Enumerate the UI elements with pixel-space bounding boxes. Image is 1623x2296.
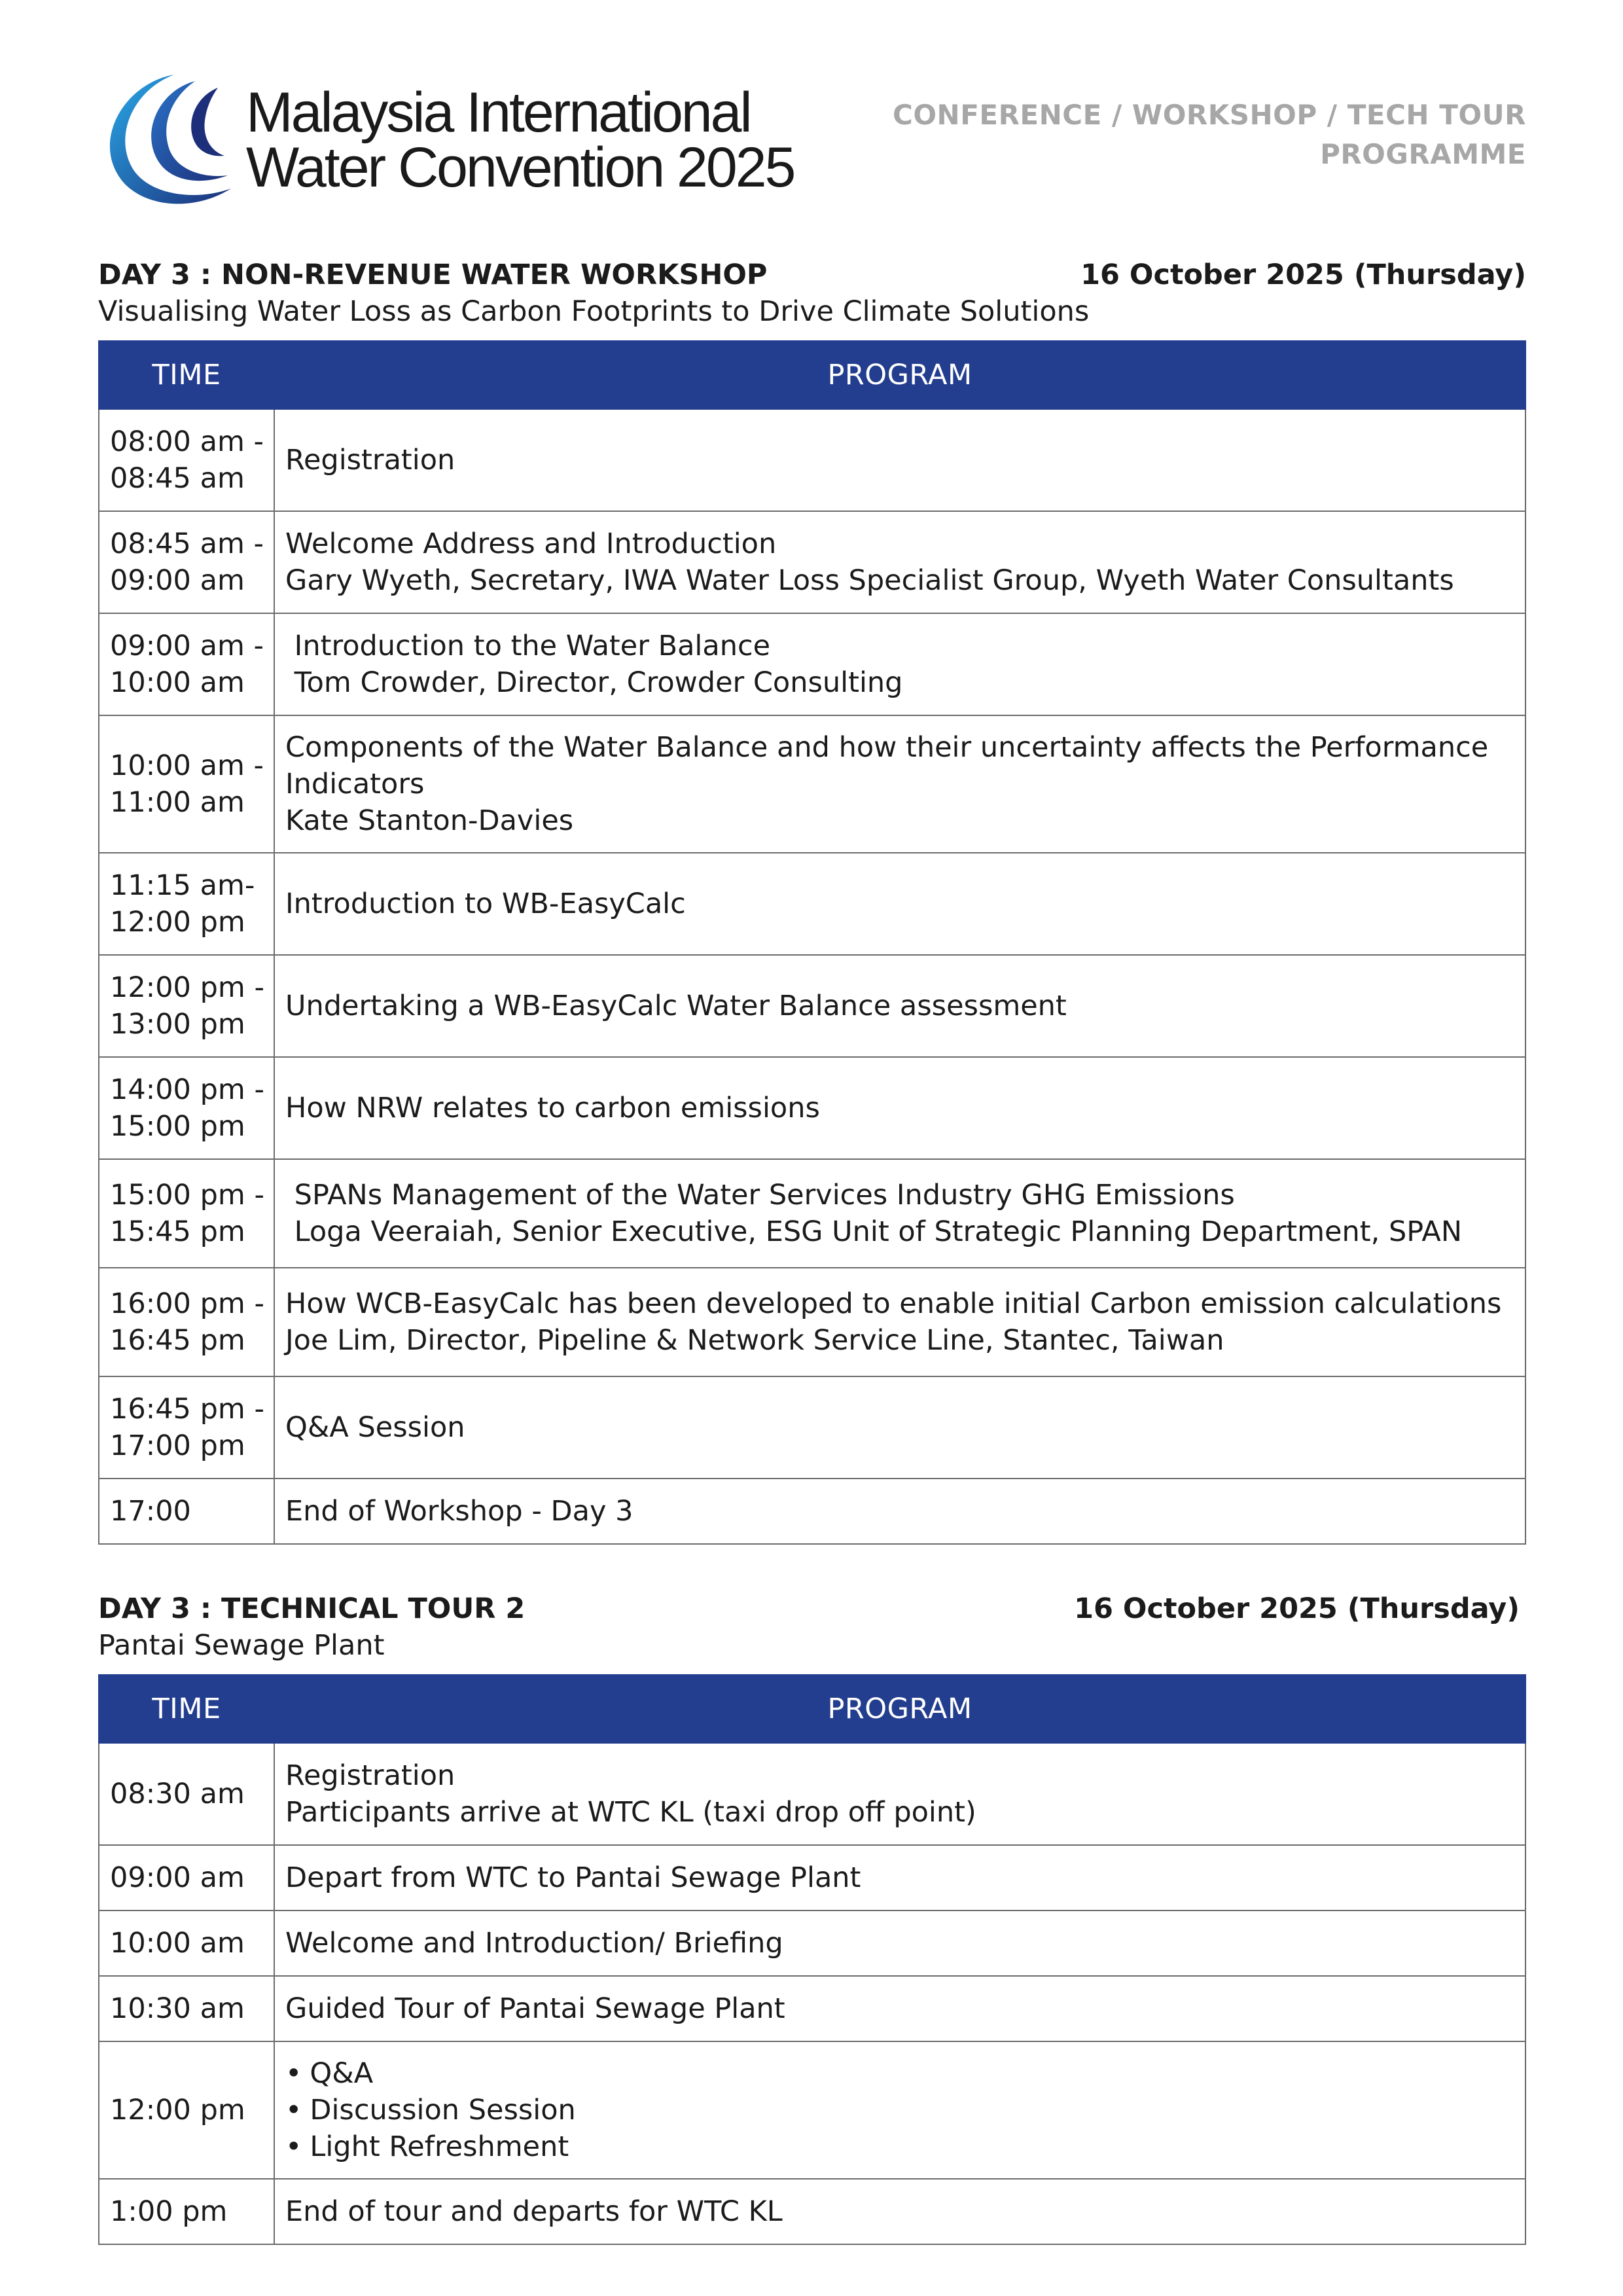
program-cell <box>274 1910 1525 1976</box>
program-cell <box>274 409 1525 511</box>
program-cell <box>274 2179 1525 2244</box>
tour-section-header <box>98 1590 1526 1664</box>
tour-subtitle: Pantai Sewage Plant <box>98 1629 385 1662</box>
program-line: Registration <box>285 444 455 476</box>
time-line: 17:00 pm <box>110 1429 245 1462</box>
program-line: Indicators <box>285 768 425 800</box>
time-column-header: TIME <box>99 341 274 409</box>
program-bullet-item: • Q&A <box>285 2055 1516 2092</box>
time-line: 12:00 pm <box>110 2094 245 2126</box>
program-cell <box>274 853 1525 955</box>
program-line: Introduction to the Water Balance <box>285 630 771 662</box>
program-cell <box>274 1376 1525 1479</box>
table-row <box>99 853 1525 955</box>
time-line: 09:00 am <box>110 1861 245 1894</box>
time-cell <box>99 1845 274 1910</box>
convention-name <box>246 81 794 199</box>
program-line: Welcome and Introduction/ Briefing <box>285 1927 783 1960</box>
table-row <box>99 2041 1525 2179</box>
time-cell <box>99 955 274 1057</box>
table-row <box>99 1479 1525 1544</box>
time-line: 11:00 am <box>110 786 245 819</box>
time-line: 1:00 pm <box>110 2195 228 2228</box>
tour-date: 16 October 2025 (Thursday) <box>1074 1592 1520 1625</box>
program-line: Tom Crowder, Director, Crowder Consulting <box>285 666 903 699</box>
time-cell <box>99 1376 274 1479</box>
time-line: 12:00 pm <box>110 906 245 939</box>
program-line: SPANs Management of the Water Services Industry GHG Emissions <box>285 1179 1235 1211</box>
time-cell <box>99 2179 274 2244</box>
time-line: 14:00 pm - <box>110 1073 264 1106</box>
program-line: Guided Tour of Pantai Sewage Plant <box>285 1992 785 2025</box>
time-line: 15:00 pm - <box>110 1179 264 1211</box>
program-line: Kate Stanton-Davies <box>285 804 574 837</box>
time-line: 17:00 <box>110 1495 191 1528</box>
logo-line-2: Water Convention 2025 <box>246 136 794 199</box>
program-cell <box>274 511 1525 613</box>
time-line: 15:45 pm <box>110 1215 245 1248</box>
header-right-line-1: CONFERENCE / WORKSHOP / TECH TOUR <box>893 99 1526 131</box>
program-line: End of Workshop - Day 3 <box>285 1495 633 1528</box>
program-line: Joe Lim, Director, Pipeline & Network Service Line, Stantec, Taiwan <box>285 1324 1224 1357</box>
table-row <box>99 2179 1525 2244</box>
time-cell <box>99 715 274 853</box>
table-header-row <box>99 1675 1525 1743</box>
time-line: 16:45 pm - <box>110 1393 264 1426</box>
program-line: End of tour and departs for WTC KL <box>285 2195 783 2228</box>
time-line: 13:00 pm <box>110 1008 245 1041</box>
table-row <box>99 1845 1525 1910</box>
time-column-header: TIME <box>99 1675 274 1743</box>
program-cell <box>274 955 1525 1057</box>
program-line: Undertaking a WB-EasyCalc Water Balance assessment <box>285 990 1067 1022</box>
table-row <box>99 1159 1525 1268</box>
program-line: How WCB-EasyCalc has been developed to enable initial Carbon emission calculations <box>285 1287 1502 1320</box>
table-row <box>99 409 1525 511</box>
program-bullet-item: • Discussion Session <box>285 2092 1516 2128</box>
convention-logo <box>97 71 843 208</box>
program-line: Gary Wyeth, Secretary, IWA Water Loss Specialist Group, Wyeth Water Consultants <box>285 564 1454 597</box>
program-column-header: PROGRAM <box>274 341 1525 409</box>
program-cell <box>274 1268 1525 1376</box>
time-cell <box>99 853 274 955</box>
time-line: 10:00 am <box>110 1927 245 1960</box>
program-column-header: PROGRAM <box>274 1675 1525 1743</box>
program-cell <box>274 2041 1525 2179</box>
table-row <box>99 613 1525 715</box>
program-cell <box>274 1057 1525 1159</box>
program-cell <box>274 1479 1525 1544</box>
program-line: Welcome Address and Introduction <box>285 528 777 560</box>
time-cell <box>99 409 274 511</box>
table-row <box>99 1976 1525 2041</box>
program-line: Participants arrive at WTC KL (taxi drop off point) <box>285 1796 976 1829</box>
table-header-row <box>99 341 1525 409</box>
document-type-label <box>893 96 1526 174</box>
program-line: How NRW relates to carbon emissions <box>285 1092 820 1124</box>
time-line: 08:00 am - <box>110 425 264 458</box>
time-cell <box>99 2041 274 2179</box>
table-row <box>99 1376 1525 1479</box>
program-line: Registration <box>285 1759 455 1792</box>
time-cell <box>99 1057 274 1159</box>
time-line: 09:00 am <box>110 564 245 597</box>
program-cell <box>274 613 1525 715</box>
program-line: Q&A Session <box>285 1411 465 1444</box>
time-line: 08:45 am - <box>110 528 264 560</box>
program-line: Components of the Water Balance and how their uncertainty affects the Performance <box>285 731 1489 764</box>
logo-line-1: Malaysia International <box>246 81 751 144</box>
tour-schedule-table <box>98 1674 1526 2245</box>
convention-swoosh-icon <box>97 71 241 208</box>
program-cell <box>274 1159 1525 1268</box>
workshop-schedule-table <box>98 340 1526 1545</box>
time-line: 11:15 am- <box>110 869 255 902</box>
time-cell <box>99 1910 274 1976</box>
table-row <box>99 955 1525 1057</box>
time-cell <box>99 1268 274 1376</box>
table-row <box>99 715 1525 853</box>
time-line: 16:45 pm <box>110 1324 245 1357</box>
time-line: 10:30 am <box>110 1992 245 2025</box>
time-line: 12:00 pm - <box>110 971 264 1004</box>
table-row <box>99 1268 1525 1376</box>
program-cell <box>274 715 1525 853</box>
workshop-subtitle: Visualising Water Loss as Carbon Footprints to Drive Climate Solutions <box>98 295 1090 328</box>
time-line: 08:30 am <box>110 1778 245 1810</box>
time-line: 16:00 pm - <box>110 1287 264 1320</box>
time-cell <box>99 511 274 613</box>
table-row <box>99 1743 1525 1845</box>
workshop-section-header <box>98 257 1526 330</box>
workshop-date: 16 October 2025 (Thursday) <box>1080 259 1526 291</box>
time-cell <box>99 1743 274 1845</box>
header-right-line-2: PROGRAMME <box>1320 138 1526 170</box>
program-cell <box>274 1976 1525 2041</box>
table-row <box>99 1057 1525 1159</box>
tour-rows <box>99 1743 1525 2244</box>
time-line: 10:00 am <box>110 666 245 699</box>
program-bullet-item: • Light Refreshment <box>285 2128 1516 2165</box>
time-cell <box>99 613 274 715</box>
program-line: Introduction to WB-EasyCalc <box>285 888 686 920</box>
table-row <box>99 511 1525 613</box>
workshop-title: DAY 3 : NON-REVENUE WATER WORKSHOP <box>98 259 768 291</box>
program-line: Depart from WTC to Pantai Sewage Plant <box>285 1861 861 1894</box>
time-line: 10:00 am - <box>110 749 264 782</box>
time-line: 15:00 pm <box>110 1110 245 1143</box>
time-cell <box>99 1976 274 2041</box>
program-cell <box>274 1845 1525 1910</box>
table-row <box>99 1910 1525 1976</box>
program-line: Loga Veeraiah, Senior Executive, ESG Unit of Strategic Planning Department, SPAN <box>285 1215 1463 1248</box>
workshop-rows <box>99 409 1525 1544</box>
time-line: 08:45 am <box>110 462 245 495</box>
time-cell <box>99 1159 274 1268</box>
time-line: 09:00 am - <box>110 630 264 662</box>
program-cell <box>274 1743 1525 1845</box>
time-cell <box>99 1479 274 1544</box>
tour-title: DAY 3 : TECHNICAL TOUR 2 <box>98 1592 526 1625</box>
